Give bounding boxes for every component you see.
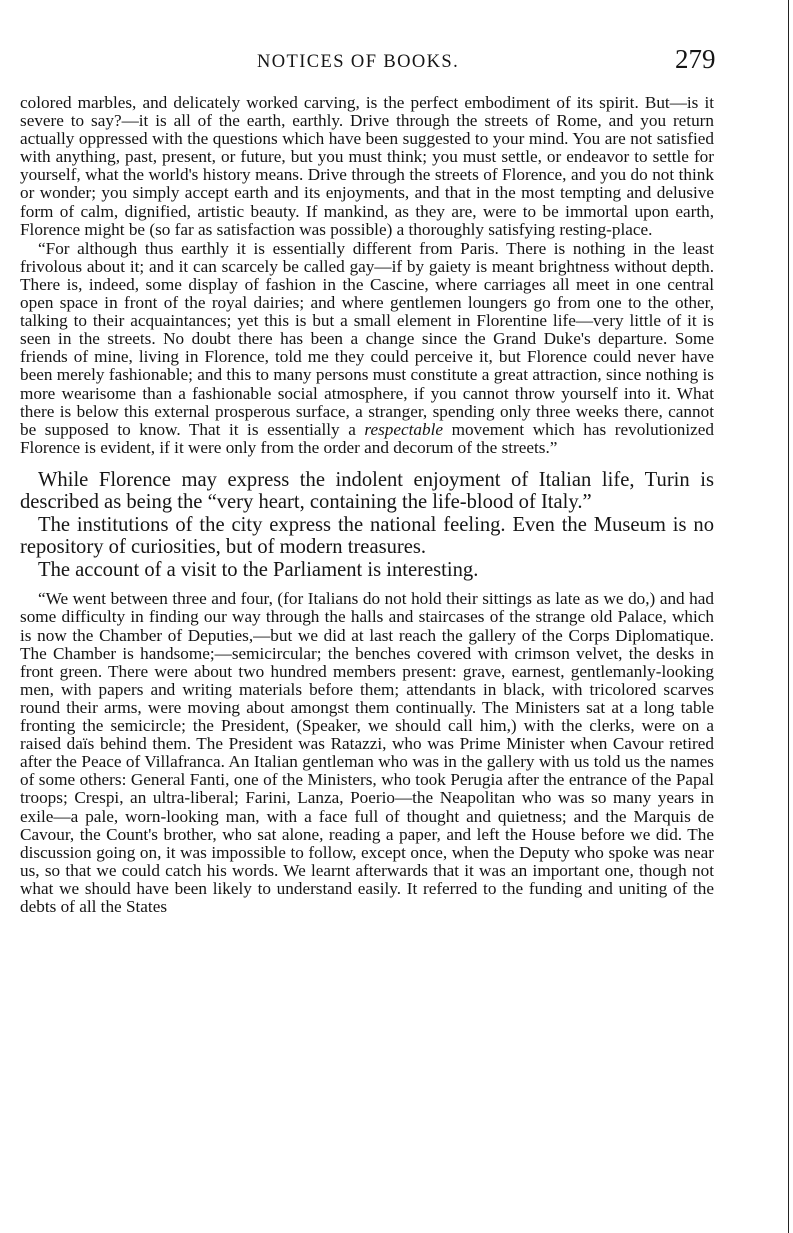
page-header (20, 40, 720, 80)
page-body (20, 94, 714, 916)
paragraph-turin: While Florence may express the indolent enjoyment of Italian life, Turin is described as being the “very heart, containing the life-blood of Italy.” (20, 468, 714, 514)
quote-text-before-italic: “For although thus earthly it is essentially different from Paris. There is nothing in the least frivolous about it; and it can scarcely be called gay—if by gaiety is meant brightness without depth. There is, indeed, some display of fashion in the Cascine, where carriages all meet in one central open space in front of the royal dairies; and where gentlemen loungers go from one to the other, talking to their acquaintances; yet this is but a small element in Florentine life—very little of it is seen in the streets. No doubt there has been a change since the Grand Duke's departure. Some friends of mine, living in Florence, told me they could perceive it, but Florence could never have been merely fashionable; and this to many persons must constitute a great attraction, since nothing is more wearisome than a fashionable social atmosphere, if you cannot throw yourself into it. What there is below this external prosperous surface, a stranger, spending only three weeks there, cannot be supposed to know. That it is essentially a (20, 238, 714, 439)
running-head: NOTICES OF BOOKS. (257, 52, 460, 72)
paragraph-parliament-intro: The account of a visit to the Parliament is interesting. (38, 558, 479, 581)
quote-paragraph-parliament: “We went between three and four, (for Italians do not hold their sittings as late as we do,) and had some difficulty in finding our way through the halls and staircases of the strange old Palace, which is now the Chamber of Deputies,—but we did at last reach the gallery of the Corps Diplomatique. The Chamber is handsome;—semicircular; the benches covered with crimson velvet, the desks in front green. There were about two hundred members present: grave, earnest, gentlemanly-looking men, with papers and writing materials before them; attendants in black, with tricolored scarves round their arms, were moving about amongst them continually. The Ministers sat at a long table fronting the semicircle; the President, (Speaker, we should call him,) with the clerks, were on a raised daïs behind them. The President was Ratazzi, who was Prime Minister when Cavour retired after the Peace of Villafranca. An Italian gentleman who was in the gallery with us told us the names of some others: General Fanti, one of the Ministers, who took Perugia after the entrance of the Papal troops; Crespi, an ultra-liberal; Farini, Lanza, Poerio—the Neapolitan who was so many years in exile—a pale, worn-looking man, with a face full of thought and quietness; and the Marquis de Cavour, the Count's brother, who sat alone, reading a paper, and left the House before we did. The discussion going on, it was impossible to follow, except once, when the Deputy who spoke was near us, so that we could catch his words. We learnt afterwards that it was an important one, though not what we should have been likely to understand easily. It referred to the funding and uniting of the debts of all the States (20, 589, 714, 916)
paragraph-florence-rome: colored marbles, and delicately worked carving, is the perfect embodiment of its spirit. But—is it severe to say?—it is all of the earth, earthly. Drive through the streets of Rome, and you return actually oppressed with the questions which have been suggested to your mind. You are not satisfied with anything, past, present, or future, but you must think; you must settle, or endeavor to settle for yourself, what the world's history means. Drive through the streets of Florence, and you do not think or wonder; you simply accept earth and its enjoyments, and that in the most tempting and delusive form of calm, dignified, artistic beauty. If mankind, as they are, were to be immortal upon earth, Florence might be (so far as satisfaction was possible) a thoroughly satisfying resting-place. (20, 93, 714, 239)
page-number: 279 (675, 44, 716, 74)
quote-text-after-italic: movement which has revolutionized Florence is evident, if it were only from the order and decorum of the streets.” (20, 419, 715, 457)
page-edge-rule (788, 0, 789, 1233)
paragraph-institutions: The institutions of the city express the national feeling. Even the Museum is no repository of curiosities, but of modern treasures. (20, 513, 714, 559)
italic-word: respectable (364, 419, 444, 439)
quote-paragraph-florence-paris (20, 240, 714, 457)
